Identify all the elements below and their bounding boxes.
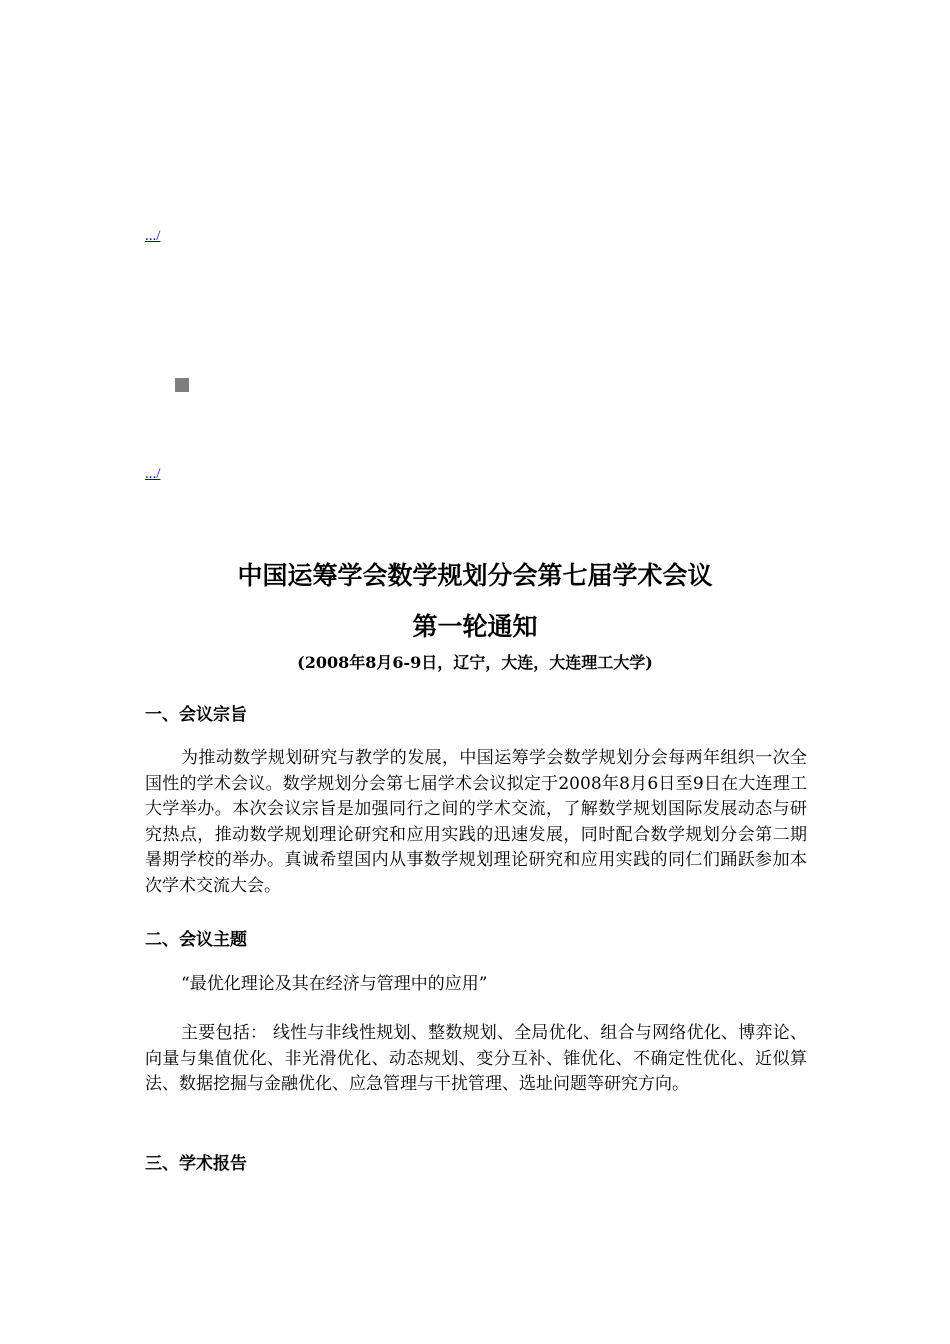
document-title: 中国运筹学会数学规划分会第七届学术会议 — [237, 561, 713, 590]
document-subtitle: 第一轮通知 — [412, 612, 538, 641]
section-heading-purpose: 一、会议宗旨 — [145, 705, 247, 725]
document-date-line: (2008年8月6-9日，辽宁，大连，大连理工大学) — [297, 653, 653, 672]
section-paragraph-theme-quote: “最优化理论及其在经济与管理中的应用” — [181, 974, 488, 994]
square-icon — [175, 378, 189, 392]
section-heading-theme: 二、会议主题 — [145, 930, 247, 950]
section-paragraph-theme-topics: 主要包括： 线性与非线性规划、整数规划、全局优化、组合与网络优化、博弈论、向量与集值优化、非光滑优化、动态规划、变分互补、锥优化、不确定性优化、近似算法、数据挖掘与金融优化、应急管理与干扰管理、选址问题等研究方向。 — [145, 1023, 807, 1094]
second-link[interactable]: .../ — [145, 466, 161, 482]
top-link[interactable]: .../ — [145, 228, 161, 244]
section-paragraph-purpose: 为推动数学规划研究与教学的发展，中国运筹学会数学规划分会每两年组织一次全国性的学术会议。数学规划分会第七届学术会议拟定于2008年8月6日至9日在大连理工大学举办。本次会议宗旨是加强同行之间的学术交流，了解数学规划国际发展动态与研究热点，推动数学规划理论研究和应用实践的迅速发展，同时配合数学规划分会第二期暑期学校的举办。真诚希望国内从事数学规划理论研究和应用实践的同仁们踊跃参加本次学术交流大会。 — [145, 748, 807, 896]
section-heading-reports: 三、学术报告 — [145, 1154, 247, 1174]
